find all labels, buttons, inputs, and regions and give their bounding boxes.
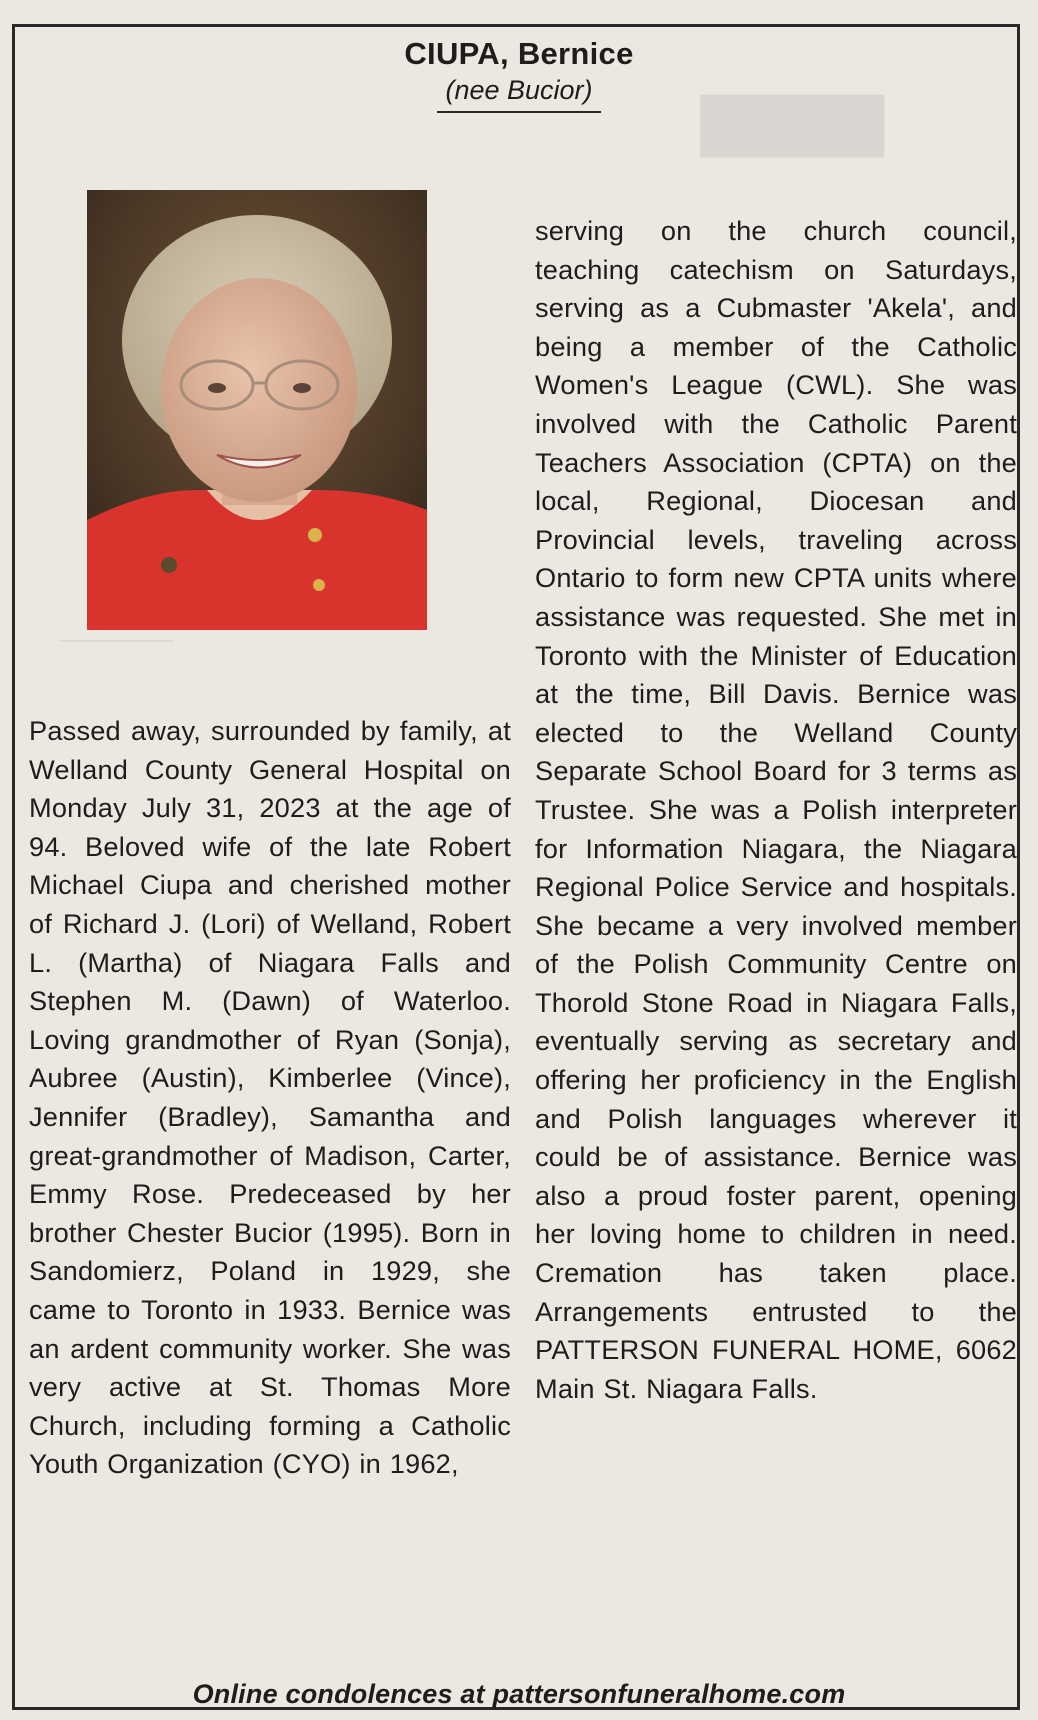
obituary-frame: [12, 24, 1020, 1710]
obituary-header: [15, 35, 1023, 113]
condolences-line: Online condolences at pattersonfuneralhome.com: [192, 1679, 846, 1709]
portrait-photo: [87, 190, 427, 630]
portrait-image: [87, 190, 427, 630]
maiden-name: (nee Bucior): [437, 73, 600, 113]
obituary-text-column-right: serving on the church council, teaching catechism on Saturdays, serving as a Cubmaster 'Akela', and being a member of the Catholic Women's League (CWL). She was involved with the Catholic Parent Teachers Association (CPTA) on the local, Regional, Diocesan and Provincial levels, traveling across Ontario to form new CPTA units where assistance was requested. She met in Toronto with the Minister of Education at the time, Bill Davis. Bernice was elected to the Welland County Separate School Board for 3 terms as Trustee. She was a Polish interpreter for Information Niagara, the Niagara Regional Police Service and hospitals. She became a very involved member of the Polish Community Centre on Thorold Stone Road in Niagara Falls, eventually serving as secretary and offering her proficiency in the English and Polish languages wherever it could be of assistance. Bernice was also a proud foster parent, opening her loving home to children in need. Cremation has taken place. Arrangements entrusted to the PATTERSON FUNERAL HOME, 6062 Main St. Niagara Falls.: [535, 215, 1017, 1404]
obituary-text-column-left: Passed away, surrounded by family, at Welland County General Hospital on Monday July 31, 2023 at the age of 94. Beloved wife of the late Robert Michael Ciupa and cherished mother of Richard J. (Lori) of Welland, Robert L. (Martha) of Niagara Falls and Stephen M. (Dawn) of Waterloo. Loving grandmother of Ryan (Sonja), Aubree (Austin), Kimberlee (Vince), Jennifer (Bradley), Samantha and great-grandmother of Madison, Carter, Emmy Rose. Predeceased by her brother Chester Bucior (1995). Born in Sandomierz, Poland in 1929, she came to Toronto in 1933. Bernice was an ardent community worker. She was very active at St. Thomas More Church, including forming a Catholic Youth Organization (CYO) in 1962,: [29, 715, 511, 1480]
deceased-name: CIUPA, Bernice: [404, 36, 634, 71]
bleed-through-texture: █████: [700, 96, 885, 154]
bleed-through-texture: ────────: [60, 630, 174, 652]
